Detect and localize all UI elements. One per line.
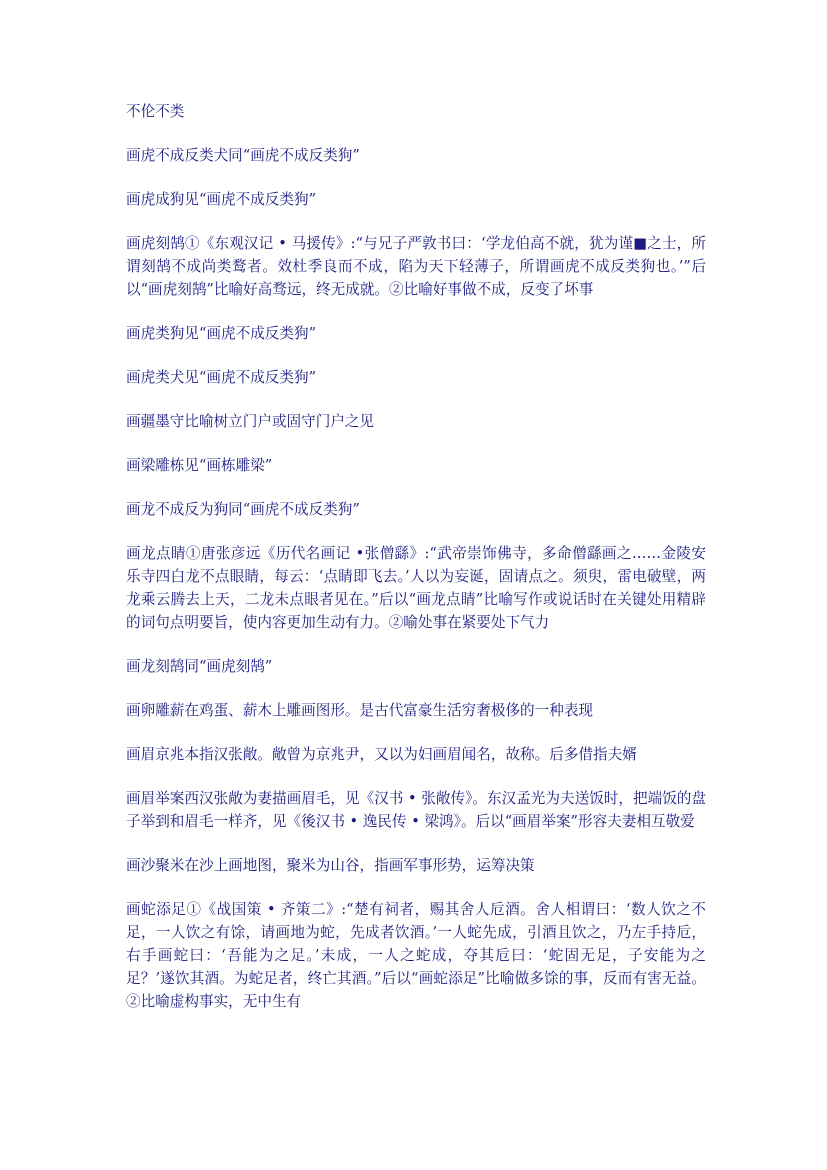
entry-text: 画梁雕栋见“画栋雕梁”	[126, 457, 273, 474]
entry-text: 画卵雕薪在鸡蛋、薪木上雕画图形。是古代富豪生活穷奢极侈的一种表现	[126, 702, 594, 719]
entry-text: 画眉京兆本指汉张敞。敞曾为京兆尹，又以为妇画眉闻名，故称。后多借指夫婿	[126, 746, 637, 763]
entry-text: 画虎刻鹄①《东观汉记 • 马援传》:“与兄子严敦书曰：‘学龙伯高不就，犹为谨■之士，所谓刻鹄不成尚类鹜者。效杜季良而不成，陷为天下轻薄子，所谓画虎不成反类狗也。’”后以“画虎刻鹄”比喻好高骛远，终无成就。②比喻好事做不成，反变了坏事	[126, 235, 706, 298]
entry-text: 画虎不成反类犬同“画虎不成反类狗”	[126, 147, 360, 164]
entry-text: 画眉举案西汉张敞为妻描画眉毛，见《汉书 • 张敞传》。东汉孟光为夫送饭时，把端饭的盘子举到和眉毛一样齐，见《後汉书 • 逸民传 • 梁鸿》。后以“画眉举案”形容夫妻相互敬爱	[126, 790, 706, 830]
entry-text: 画虎类狗见“画虎不成反类狗”	[126, 325, 317, 342]
entry-text: 画龙不成反为狗同“画虎不成反类狗”	[126, 501, 360, 518]
entry-text: 画虎成狗见“画虎不成反类狗”	[126, 191, 317, 208]
entry-text: 画蛇添足①《战国策 • 齐策二》:“楚有祠者，赐其舍人卮酒。舍人相谓曰：‘数人饮之不足，一人饮之有馀，请画地为蛇，先成者饮酒。’一人蛇先成，引酒且饮之，乃左手持卮，右手画蛇曰：‘吾能为之足。’未成，一人之蛇成，夺其卮曰：‘蛇固无足，子安能为之足？’遂饮其酒。为蛇足者，终亡其酒。”后以“画蛇添足”比喻做多馀的事，反而有害无益。②比喻虚构事实，无中生有	[126, 901, 706, 1010]
entry-text: 不伦不类	[126, 103, 185, 120]
entry-text: 画虎类犬见“画虎不成反类狗”	[126, 369, 317, 386]
entry-text: 画龙刻鹄同“画虎刻鹄”	[126, 658, 273, 675]
document-body	[126, 100, 706, 1034]
entry-text: 画沙聚米在沙上画地图，聚米为山谷，指画军事形势，运筹决策	[126, 857, 535, 874]
entry-text: 画疆墨守比喻树立门户或固守门户之见	[126, 413, 375, 430]
entry-text: 画龙点睛①唐张彦远《历代名画记 •张僧繇》:“武帝崇饰佛寺，多命僧繇画之……金陵安乐寺四白龙不点眼睛，每云：‘点睛即飞去。’人以为妄诞，固请点之。须臾，雷电破壁，两龙乘云腾去上天，二龙未点眼者见在。”后以“画龙点睛”比喻写作或说话时在关键处用精辟的词句点明要旨，使内容更加生动有力。②喻处事在紧要处下气力	[126, 545, 706, 631]
